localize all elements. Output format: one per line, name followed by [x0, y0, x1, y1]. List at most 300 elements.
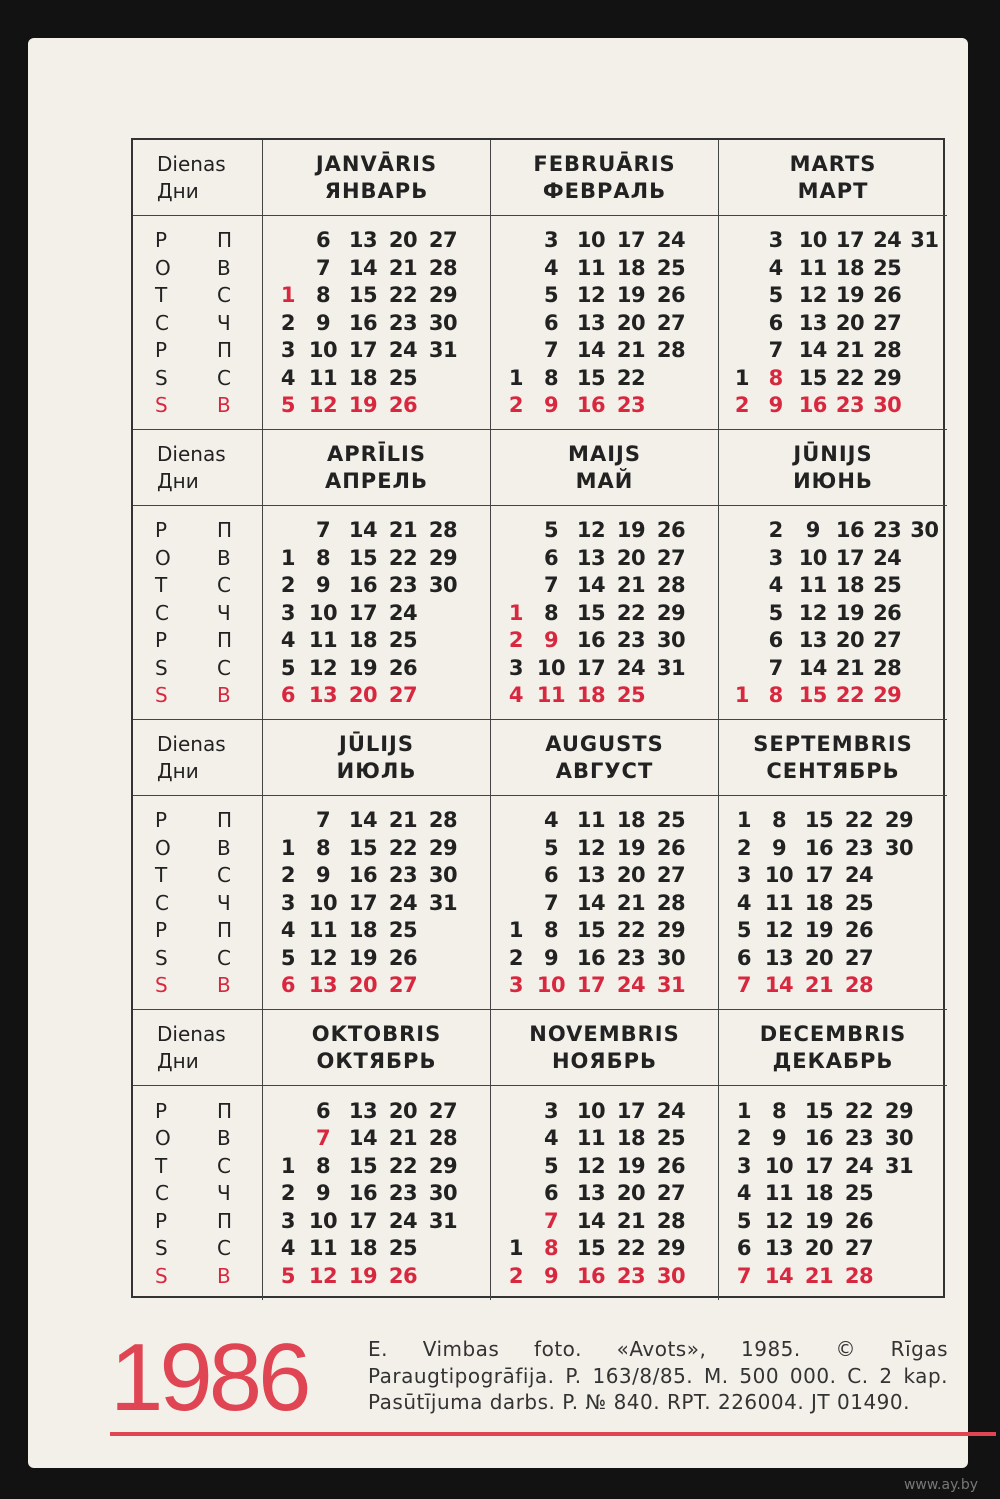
weekday-lv: S — [155, 683, 168, 707]
weekday-row — [155, 971, 258, 999]
weekday-ru: В — [217, 973, 231, 997]
day-number: 19 — [348, 945, 378, 970]
day-number: 5 — [280, 945, 295, 970]
day-number: 17 — [835, 228, 865, 252]
day-row — [267, 1207, 486, 1235]
day-number: 26 — [873, 283, 902, 307]
weekday-row — [155, 281, 258, 309]
weekday-lv: O — [155, 835, 171, 860]
month-name-ru: ДЕКАБРЬ — [772, 1048, 894, 1073]
day-number: 1 — [280, 283, 295, 307]
day-number: 21 — [388, 1126, 418, 1150]
month-days — [491, 796, 719, 1010]
day-number: 1 — [508, 600, 523, 625]
day-row — [495, 889, 714, 917]
day-number: 31 — [884, 1153, 914, 1178]
day-number: 29 — [428, 835, 458, 860]
day-row — [495, 309, 714, 337]
day-number: 7 — [543, 1208, 559, 1233]
day-number: 22 — [616, 918, 646, 942]
weekday-ru: С — [217, 945, 231, 970]
day-number: 12 — [764, 1208, 794, 1233]
day-row — [723, 971, 943, 999]
day-number: 14 — [764, 973, 794, 997]
month-days — [719, 216, 947, 430]
day-row — [723, 516, 943, 544]
day-row — [723, 834, 943, 862]
month-name-lv: DECEMBRIS — [759, 1021, 907, 1046]
day-row — [267, 916, 486, 944]
day-number: 17 — [348, 600, 378, 625]
weekday-ru: Ч — [217, 890, 231, 915]
day-row — [267, 1152, 486, 1180]
day-row — [495, 916, 714, 944]
day-number: 13 — [798, 310, 827, 335]
day-row — [495, 861, 714, 889]
weekday-ru: С — [217, 1236, 231, 1260]
weekday-ru: В — [217, 545, 231, 570]
day-number: 23 — [616, 945, 646, 970]
day-number: 19 — [348, 393, 378, 417]
month-days — [719, 796, 947, 1010]
day-number: 5 — [736, 1208, 751, 1233]
day-number: 16 — [576, 393, 606, 417]
day-number: 23 — [844, 1126, 874, 1150]
day-row — [723, 1124, 943, 1152]
day-number: 28 — [428, 518, 458, 542]
day-number: 26 — [873, 600, 902, 625]
day-number: 11 — [798, 573, 827, 597]
day-number: 29 — [873, 365, 902, 390]
day-number: 26 — [844, 1208, 874, 1233]
day-number: 10 — [536, 973, 566, 997]
day-number: 17 — [804, 863, 834, 887]
month-name-lv: AUGUSTS — [545, 731, 664, 756]
weekday-ru: Ч — [217, 310, 231, 335]
day-number: 11 — [764, 890, 794, 915]
day-number: 1 — [508, 1236, 523, 1260]
day-number: 21 — [804, 1263, 834, 1288]
day-number: 31 — [910, 228, 939, 252]
day-number: 7 — [543, 338, 559, 362]
day-number: 4 — [768, 573, 783, 597]
day-row — [495, 626, 714, 654]
day-row — [723, 544, 943, 572]
day-number: 2 — [280, 863, 295, 887]
day-row — [723, 1097, 943, 1125]
day-number: 2 — [508, 628, 523, 652]
weekday-lv: P — [155, 1208, 168, 1233]
month-name-ru: ФЕВРАЛЬ — [542, 178, 667, 203]
day-number: 25 — [873, 573, 902, 597]
month-name-lv: APRĪLIS — [327, 441, 426, 466]
weekday-row — [155, 1207, 258, 1235]
day-number: 13 — [308, 973, 338, 997]
day-row — [267, 516, 486, 544]
day-row — [723, 681, 943, 709]
day-number: 12 — [576, 1153, 606, 1178]
day-number: 14 — [348, 1126, 378, 1150]
day-number: 24 — [616, 973, 646, 997]
day-number: 7 — [768, 338, 783, 362]
day-number: 29 — [873, 683, 902, 707]
day-number: 7 — [315, 1126, 331, 1150]
weekday-row — [155, 861, 258, 889]
day-number: 21 — [388, 808, 418, 832]
day-number: 27 — [873, 628, 902, 652]
day-number: 13 — [348, 1098, 378, 1123]
day-number: 2 — [508, 393, 523, 417]
day-number: 5 — [736, 918, 751, 942]
day-number: 21 — [616, 1208, 646, 1233]
day-row — [495, 654, 714, 682]
day-number: 26 — [656, 283, 686, 307]
day-number: 12 — [798, 283, 827, 307]
day-number: 8 — [315, 283, 331, 307]
day-number: 1 — [508, 365, 523, 390]
day-number: 18 — [348, 628, 378, 652]
day-number: 8 — [771, 808, 787, 832]
day-number: 13 — [576, 1181, 606, 1205]
day-number: 3 — [280, 600, 295, 625]
day-number: 13 — [308, 683, 338, 707]
day-number: 29 — [884, 808, 914, 832]
day-number: 16 — [348, 863, 378, 887]
weekday-ru: П — [217, 518, 233, 542]
weekday-lv: T — [155, 863, 168, 887]
day-number: 9 — [543, 393, 559, 417]
day-number: 4 — [543, 255, 559, 280]
day-number: 14 — [576, 1208, 606, 1233]
day-number: 19 — [616, 518, 646, 542]
day-number: 18 — [616, 808, 646, 832]
month-days — [263, 216, 491, 430]
day-number: 3 — [736, 1153, 751, 1178]
day-number: 6 — [280, 973, 295, 997]
weekday-ru: В — [217, 1263, 231, 1288]
month-name-lv: MAIJS — [568, 441, 641, 466]
day-number: 27 — [656, 1181, 686, 1205]
day-number: 4 — [280, 628, 295, 652]
weekday-ru: В — [217, 1126, 231, 1150]
weekday-row — [155, 944, 258, 972]
day-number: 9 — [543, 1263, 559, 1288]
days-label-ru: Дни — [157, 1048, 199, 1073]
day-number: 27 — [873, 310, 902, 335]
day-number: 26 — [656, 835, 686, 860]
day-number: 6 — [315, 228, 331, 252]
day-number: 30 — [428, 573, 458, 597]
day-number: 29 — [656, 1236, 686, 1260]
day-number: 25 — [844, 1181, 874, 1205]
day-row — [723, 626, 943, 654]
day-number: 8 — [768, 365, 783, 390]
day-number: 29 — [428, 1153, 458, 1178]
day-number: 1 — [280, 545, 295, 570]
day-number: 24 — [873, 228, 902, 252]
day-number: 4 — [280, 1236, 295, 1260]
day-number: 13 — [576, 863, 606, 887]
day-number: 13 — [764, 945, 794, 970]
day-row — [267, 626, 486, 654]
weekday-ru: П — [217, 338, 233, 362]
day-number: 30 — [884, 1126, 914, 1150]
day-number: 3 — [736, 863, 751, 887]
day-row — [723, 861, 943, 889]
weekday-ru: П — [217, 228, 233, 252]
day-number: 1 — [280, 835, 295, 860]
day-number: 12 — [308, 1263, 338, 1288]
day-number: 29 — [656, 918, 686, 942]
day-number: 13 — [348, 228, 378, 252]
day-number: 18 — [804, 1181, 834, 1205]
weekday-ru: С — [217, 863, 231, 887]
month-name-lv: FEBRUĀRIS — [533, 151, 676, 176]
day-number: 26 — [388, 945, 418, 970]
day-number: 9 — [543, 945, 559, 970]
day-number: 15 — [798, 683, 827, 707]
day-number: 5 — [280, 655, 295, 680]
day-number: 2 — [280, 310, 295, 335]
day-number: 6 — [736, 1236, 751, 1260]
weekday-lv: S — [155, 393, 168, 417]
day-number: 19 — [804, 1208, 834, 1233]
day-number: 26 — [844, 918, 874, 942]
month-days — [719, 506, 947, 720]
days-label-lv: Dienas — [157, 1021, 226, 1046]
day-number: 10 — [798, 228, 827, 252]
calendar-grid — [131, 138, 945, 1298]
day-number: 31 — [428, 890, 458, 915]
day-number: 14 — [576, 890, 606, 915]
day-number: 13 — [764, 1236, 794, 1260]
day-number: 15 — [798, 365, 827, 390]
day-number: 14 — [348, 808, 378, 832]
weekday-column — [133, 796, 263, 1010]
month-days — [719, 1086, 947, 1300]
day-row — [267, 226, 486, 254]
weekday-lv: P — [155, 228, 168, 252]
day-number: 9 — [768, 393, 783, 417]
day-row — [267, 971, 486, 999]
weekday-row — [155, 1179, 258, 1207]
day-number: 22 — [388, 835, 418, 860]
weekday-lv: S — [155, 945, 168, 970]
day-number: 20 — [616, 310, 646, 335]
day-number: 30 — [656, 628, 686, 652]
month-header — [719, 140, 947, 216]
weekday-row — [155, 1262, 258, 1290]
day-number: 17 — [616, 1098, 646, 1123]
weekday-lv: O — [155, 255, 171, 280]
month-name-lv: JŪNIJS — [793, 441, 873, 466]
day-number: 5 — [768, 283, 783, 307]
red-divider-line — [110, 1432, 996, 1436]
month-header — [263, 430, 491, 506]
weekday-lv: P — [155, 918, 168, 942]
weekday-lv: C — [155, 1181, 169, 1205]
day-row — [267, 944, 486, 972]
day-number: 14 — [798, 338, 827, 362]
weekday-ru: П — [217, 628, 233, 652]
year-label: 1986 — [110, 1324, 308, 1431]
day-number: 21 — [616, 573, 646, 597]
day-number: 6 — [315, 1098, 331, 1123]
day-number: 10 — [536, 655, 566, 680]
day-row — [267, 1179, 486, 1207]
weekday-lv: O — [155, 1126, 171, 1150]
day-row — [723, 944, 943, 972]
weekday-row — [155, 599, 258, 627]
day-number: 13 — [576, 310, 606, 335]
day-number: 30 — [884, 835, 914, 860]
days-label-ru: Дни — [157, 468, 199, 493]
day-number: 11 — [764, 1181, 794, 1205]
month-header — [491, 720, 719, 796]
weekday-row — [155, 626, 258, 654]
day-row — [495, 516, 714, 544]
day-number: 2 — [736, 835, 751, 860]
day-number: 29 — [428, 545, 458, 570]
day-number: 16 — [576, 628, 606, 652]
day-number: 22 — [388, 1153, 418, 1178]
day-number: 17 — [348, 890, 378, 915]
day-number: 7 — [736, 973, 751, 997]
days-label-ru: Дни — [157, 758, 199, 783]
weekday-lv: P — [155, 628, 168, 652]
month-days — [263, 506, 491, 720]
day-number: 8 — [315, 835, 331, 860]
day-number: 6 — [543, 863, 559, 887]
day-number: 22 — [844, 808, 874, 832]
day-number: 12 — [308, 945, 338, 970]
day-number: 20 — [616, 863, 646, 887]
month-header — [263, 720, 491, 796]
day-number: 22 — [616, 1236, 646, 1260]
day-number: 7 — [543, 573, 559, 597]
day-number: 19 — [804, 918, 834, 942]
weekday-lv: C — [155, 600, 169, 625]
day-number: 6 — [768, 628, 783, 652]
day-number: 27 — [844, 945, 874, 970]
weekday-ru: П — [217, 1208, 233, 1233]
weekday-lv: T — [155, 573, 168, 597]
day-number: 11 — [308, 1236, 338, 1260]
day-number: 21 — [616, 338, 646, 362]
day-number: 18 — [348, 1236, 378, 1260]
day-row — [267, 364, 486, 392]
day-number: 17 — [348, 1208, 378, 1233]
day-row — [267, 599, 486, 627]
day-number: 8 — [315, 1153, 331, 1178]
day-number: 12 — [308, 655, 338, 680]
day-row — [495, 1262, 714, 1290]
day-number: 24 — [656, 1098, 686, 1123]
day-row — [495, 599, 714, 627]
day-row — [723, 916, 943, 944]
day-number: 7 — [315, 518, 331, 542]
day-row — [267, 544, 486, 572]
weekday-lv: S — [155, 1263, 168, 1288]
day-number: 24 — [388, 1208, 418, 1233]
month-header — [263, 1010, 491, 1086]
day-number: 30 — [656, 1263, 686, 1288]
day-number: 22 — [388, 283, 418, 307]
day-number: 20 — [348, 973, 378, 997]
month-name-lv: MARTS — [789, 151, 877, 176]
day-number: 21 — [388, 518, 418, 542]
month-header — [719, 720, 947, 796]
day-number: 3 — [280, 1208, 295, 1233]
day-number: 28 — [873, 655, 902, 680]
day-number: 11 — [798, 255, 827, 280]
day-number: 20 — [804, 945, 834, 970]
month-name-ru: ЯНВАРЬ — [324, 178, 429, 203]
day-number: 8 — [543, 365, 559, 390]
day-row — [495, 1207, 714, 1235]
day-number: 1 — [736, 1098, 751, 1123]
day-number: 10 — [308, 1208, 338, 1233]
day-number: 14 — [576, 338, 606, 362]
day-number: 24 — [656, 228, 686, 252]
day-number: 2 — [734, 393, 750, 417]
day-number: 27 — [428, 1098, 458, 1123]
day-row — [723, 364, 943, 392]
day-number: 25 — [616, 683, 646, 707]
month-header — [491, 430, 719, 506]
day-row — [495, 254, 714, 282]
day-number: 4 — [768, 255, 783, 280]
days-label-header — [133, 430, 263, 506]
days-label-header — [133, 720, 263, 796]
day-row — [723, 1152, 943, 1180]
weekday-row — [155, 364, 258, 392]
month-name-lv: JŪLIJS — [339, 731, 414, 756]
day-number: 20 — [835, 310, 865, 335]
day-number: 17 — [576, 655, 606, 680]
month-name-ru: ОКТЯБРЬ — [316, 1048, 437, 1073]
day-number: 2 — [736, 1126, 751, 1150]
weekday-column — [133, 506, 263, 720]
day-row — [267, 309, 486, 337]
day-number: 6 — [768, 310, 783, 335]
day-number: 30 — [428, 310, 458, 335]
weekday-ru: В — [217, 255, 231, 280]
day-row — [495, 1179, 714, 1207]
day-number: 26 — [388, 393, 418, 417]
day-number: 23 — [388, 1181, 418, 1205]
day-number: 6 — [280, 683, 295, 707]
day-number: 6 — [543, 310, 559, 335]
day-number: 23 — [835, 393, 865, 417]
weekday-ru: С — [217, 283, 231, 307]
day-number: 17 — [835, 545, 865, 570]
day-row — [723, 599, 943, 627]
day-number: 26 — [656, 518, 686, 542]
day-row — [723, 336, 943, 364]
day-row — [267, 336, 486, 364]
day-number: 21 — [804, 973, 834, 997]
month-days — [491, 1086, 719, 1300]
day-number: 24 — [388, 338, 418, 362]
weekday-row — [155, 571, 258, 599]
day-number: 27 — [656, 545, 686, 570]
day-number: 21 — [388, 255, 418, 280]
day-number: 3 — [768, 228, 783, 252]
weekday-lv: S — [155, 1236, 168, 1260]
day-number: 26 — [656, 1153, 686, 1178]
day-row — [495, 1152, 714, 1180]
